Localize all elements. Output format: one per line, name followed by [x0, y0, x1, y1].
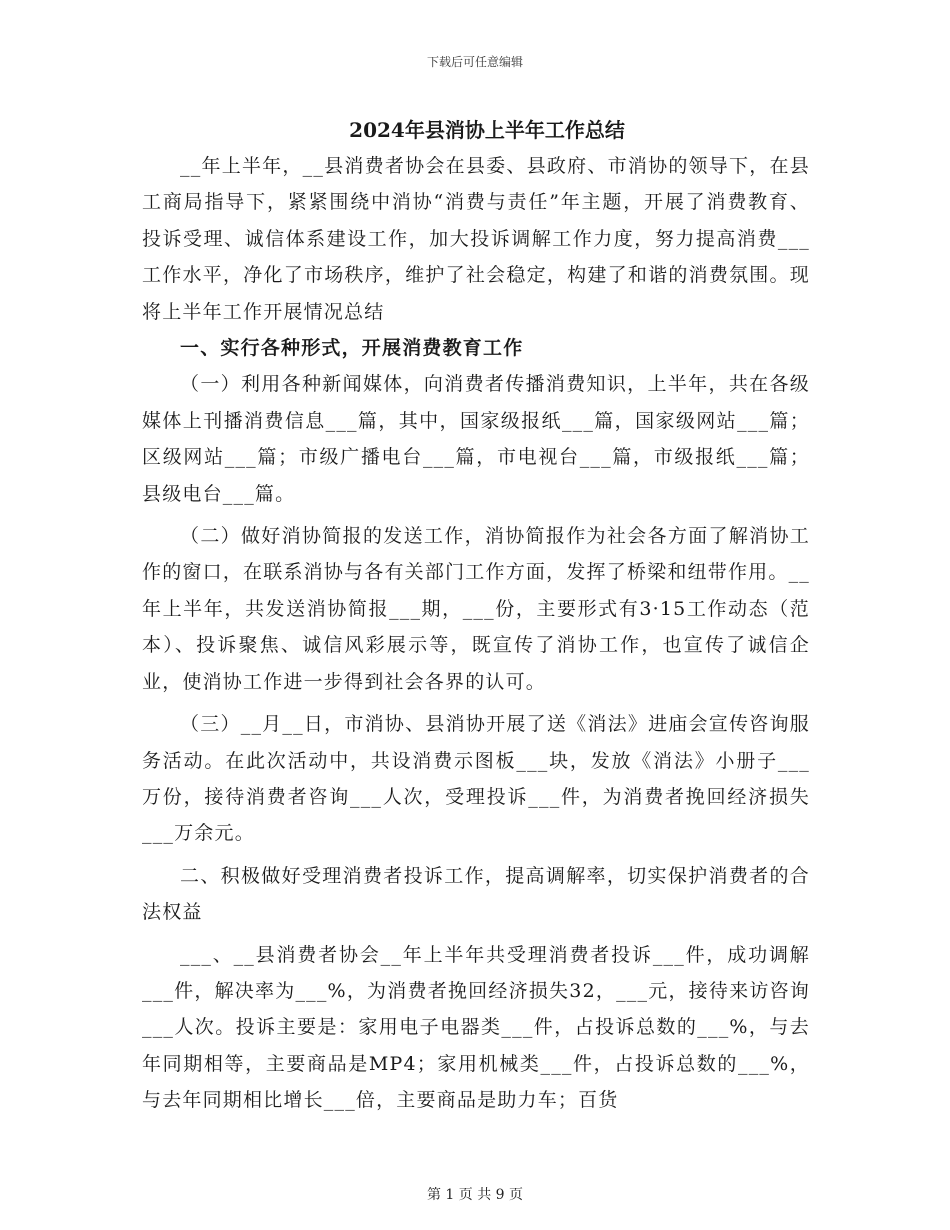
document-body: [142, 112, 810, 1119]
page-header: 下载后可任意编辑: [426, 55, 523, 69]
paragraph-1-2: （二）做好消协简报的发送工作，消协简报作为社会各方面了解消协工作的窗口，在联系消协与各有关部门工作方面，发挥了桥梁和纽带作用。__年上半年，共发送消协简报___期，___份，主要形式有3·15工作动态（范本）、投诉聚焦、诚信风彩展示等，既宣传了消协工作，也宣传了诚信企业，使消协工作进一步得到社会各界的认可。: [142, 525, 810, 693]
paragraph-1-3: （三）__月__日，市消协、县消协开展了送《消法》进庙会宣传咨询服务活动。在此次活动中，共设消费示图板___块，发放《消法》小册子___万份，接待消费者咨询___人次，受理投诉___件，为消费者挽回经济损失___万余元。: [142, 713, 810, 845]
paragraph-intro: __年上半年，__县消费者协会在县委、县政府、市消协的领导下，在县工商局指导下，紧紧围绕中消协“消费与责任”年主题，开展了消费教育、投诉受理、诚信体系建设工作，加大投诉调解工作力度，努力提高消费___工作水平，净化了市场秩序，维护了社会稳定，构建了和谐的消费氛围。现将上半年工作开展情况总结: [142, 155, 810, 323]
paragraph-2-1: ___、__县消费者协会__年上半年共受理消费者投诉___件，成功调解___件，解决率为___%，为消费者挽回经济损失32，___元，接待来访咨询___人次。投诉主要是：家用电子电器类___件，占投诉总数的___%，与去年同期相等，主要商品是MP4；家用机械类___件，占投诉总数的___%，与去年同期相比增长___倍，主要商品是助力车；百货: [142, 943, 810, 1112]
document-title: 2024年县消协上半年工作总结: [349, 118, 625, 142]
paragraph-1-1: （一）利用各种新闻媒体，向消费者传播消费知识，上半年，共在各级媒体上刊播消费信息___篇，其中，国家级报纸___篇，国家级网站___篇；区级网站___篇；市级广播电台___篇，市电视台___篇，市级报纸___篇；县级电台___篇。: [142, 373, 810, 505]
section-heading-1: 一、实行各种形式，开展消费教育工作: [180, 337, 524, 360]
page-number: 第 1 页 共 9 页: [426, 1187, 524, 1203]
section-heading-2: 二、积极做好受理消费者投诉工作，提高调解率，切实保护消费者的合法权益: [142, 864, 810, 924]
